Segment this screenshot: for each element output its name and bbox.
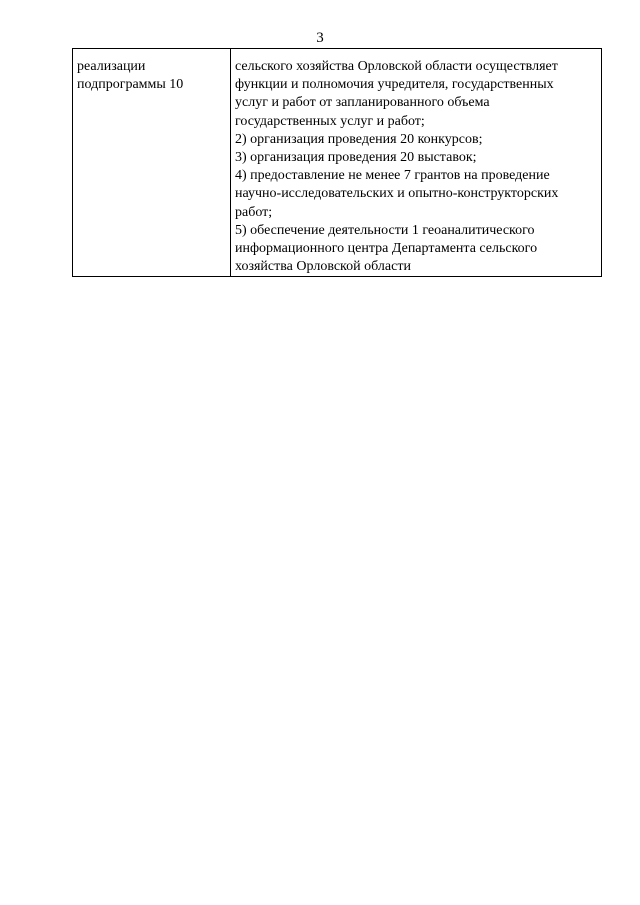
text-line: хозяйства Орловской области	[235, 259, 411, 275]
text-line: 4) предоставление не менее 7 грантов на проведение	[235, 168, 550, 184]
text-line: работ;	[235, 204, 273, 220]
text-line: 5) обеспечение деятельности 1 геоаналитического	[235, 222, 535, 238]
program-table	[72, 48, 602, 277]
text-line: 3) организация проведения 20 выставок;	[235, 150, 477, 166]
page-number: 3	[316, 30, 324, 46]
text-line: научно-исследовательских и опытно-конструкторских	[235, 186, 559, 202]
text-line: функции и полномочия учредителя, государственных	[235, 77, 554, 93]
text-line: подпрограммы 10	[77, 77, 184, 93]
table-row	[73, 49, 602, 277]
text-line: реализации	[77, 59, 146, 74]
table-cell-left	[73, 49, 231, 277]
text-line: услуг и работ от запланированного объема	[235, 95, 490, 111]
text-line: сельского хозяйства Орловской области осуществляет	[235, 59, 558, 74]
text-line: государственных услуг и работ;	[235, 113, 425, 129]
table-cell-right	[231, 49, 602, 277]
text-line: информационного центра Департамента сельского	[235, 241, 538, 257]
text-line: 2) организация проведения 20 конкурсов;	[235, 131, 483, 147]
